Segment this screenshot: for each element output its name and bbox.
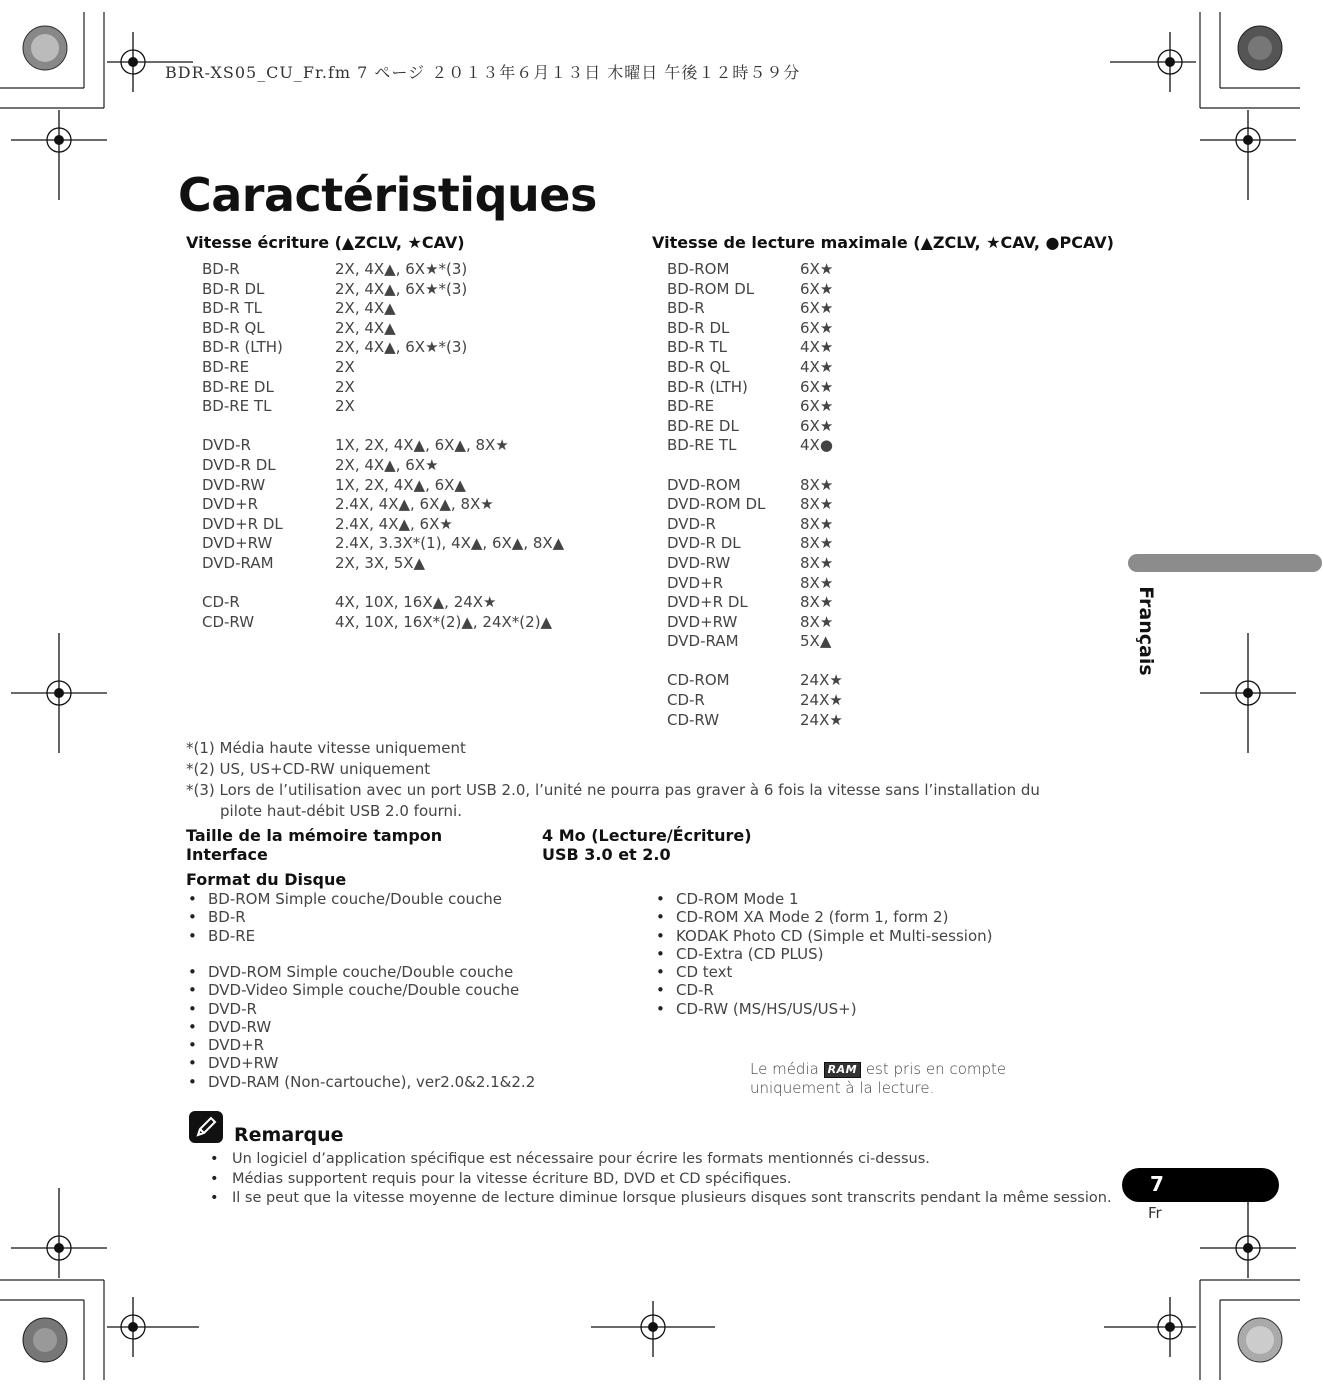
speed-values: 2X, 4X▲, 6X★*(3) bbox=[335, 279, 468, 298]
speed-values: 4X★ bbox=[800, 338, 834, 357]
footnote-3: *(3) Lors de l’utilisation avec un port USB 2.0, l’unité ne pourra pas graver à 6 fois la vitesse sans l’installation du bbox=[186, 781, 1040, 799]
media-name: CD-R bbox=[202, 593, 240, 612]
list-item: • DVD-R bbox=[188, 1000, 535, 1018]
speed-values: 24X★ bbox=[800, 691, 843, 710]
language-tab-bar bbox=[1128, 554, 1322, 572]
media-name: BD-R TL bbox=[202, 299, 262, 318]
media-name: CD-R bbox=[667, 691, 705, 710]
table-row bbox=[667, 417, 843, 437]
table-row bbox=[202, 456, 564, 476]
speed-values: 8X★ bbox=[800, 475, 834, 494]
group-spacer bbox=[667, 456, 843, 476]
table-row bbox=[202, 397, 564, 417]
table-row bbox=[202, 534, 564, 554]
list-item: • KODAK Photo CD (Simple et Multi-session) bbox=[656, 927, 993, 945]
table-row bbox=[202, 378, 564, 398]
table-row bbox=[202, 358, 564, 378]
media-name: DVD-RW bbox=[667, 553, 731, 572]
group-spacer bbox=[667, 652, 843, 672]
remark-list bbox=[210, 1150, 1112, 1209]
media-name: DVD+RW bbox=[202, 534, 273, 553]
table-row bbox=[667, 299, 843, 319]
media-name: BD-R bbox=[667, 299, 705, 318]
speed-values: 4X, 10X, 16X▲, 24X★ bbox=[335, 593, 497, 612]
media-name: BD-R QL bbox=[202, 318, 265, 337]
table-row bbox=[667, 632, 843, 652]
media-name: BD-R (LTH) bbox=[667, 377, 748, 396]
media-name: BD-ROM DL bbox=[667, 279, 755, 298]
page-number-badge bbox=[1122, 1168, 1279, 1202]
speed-values: 6X★ bbox=[800, 260, 834, 278]
table-row bbox=[667, 691, 843, 711]
media-name: DVD+RW bbox=[667, 612, 738, 631]
speed-values: 8X★ bbox=[800, 553, 834, 572]
list-item: • CD-ROM Mode 1 bbox=[656, 890, 993, 908]
speed-values: 2.4X, 3.3X*(1), 4X▲, 6X▲, 8X▲ bbox=[335, 534, 565, 553]
media-name: BD-R DL bbox=[202, 279, 265, 298]
interface-value: USB 3.0 et 2.0 bbox=[542, 845, 671, 864]
speed-values: 8X★ bbox=[800, 573, 834, 592]
media-name: BD-R DL bbox=[667, 318, 730, 337]
media-name: DVD-ROM bbox=[667, 475, 741, 494]
media-name: BD-RE DL bbox=[202, 377, 274, 396]
list-item: • CD-R bbox=[656, 981, 993, 999]
footnote-1: *(1) Média haute vitesse uniquement bbox=[186, 739, 466, 757]
language-tab-label: Français bbox=[1135, 586, 1157, 676]
table-row bbox=[667, 397, 843, 417]
speed-values: 2.4X, 4X▲, 6X★ bbox=[335, 514, 453, 533]
media-name: BD-ROM bbox=[667, 260, 730, 278]
speed-values: 5X▲ bbox=[800, 632, 832, 651]
table-row bbox=[667, 554, 843, 574]
media-name: BD-RE bbox=[202, 357, 250, 376]
media-name: CD-ROM bbox=[667, 671, 730, 690]
media-name: BD-R QL bbox=[667, 357, 730, 376]
media-name: DVD-ROM DL bbox=[667, 495, 766, 514]
footnote-3-cont: pilote haut-débit USB 2.0 fourni. bbox=[220, 802, 462, 820]
speed-values: 6X★ bbox=[800, 397, 834, 416]
remark-item: • Il se peut que la vitesse moyenne de lecture diminue lorsque plusieurs disques sont transcrits pendant la même session. bbox=[210, 1189, 1112, 1209]
table-row bbox=[667, 671, 843, 691]
speed-values: 8X★ bbox=[800, 495, 834, 514]
group-spacer bbox=[202, 417, 564, 437]
table-row bbox=[667, 613, 843, 633]
ram-note bbox=[750, 1060, 1006, 1098]
speed-values: 24X★ bbox=[800, 671, 843, 690]
table-row bbox=[667, 260, 843, 280]
media-name: BD-R TL bbox=[667, 338, 727, 357]
table-row bbox=[667, 534, 843, 554]
table-row bbox=[667, 515, 843, 535]
list-item: • DVD-RAM (Non-cartouche), ver2.0&2.1&2.2 bbox=[188, 1073, 535, 1091]
speed-values: 2X, 3X, 5X▲ bbox=[335, 553, 426, 572]
table-row bbox=[667, 319, 843, 339]
table-row bbox=[202, 436, 564, 456]
speed-values: 2X, 4X▲, 6X★ bbox=[335, 455, 439, 474]
media-name: BD-RE TL bbox=[667, 436, 737, 455]
list-item: • BD-RE bbox=[188, 927, 502, 945]
speed-values: 6X★ bbox=[800, 279, 834, 298]
footnotes bbox=[186, 738, 1086, 822]
table-row bbox=[202, 554, 564, 574]
speed-values: 1X, 2X, 4X▲, 6X▲, 8X★ bbox=[335, 436, 509, 455]
ram-note-line2: uniquement à la lecture. bbox=[750, 1079, 935, 1097]
speed-values: 8X★ bbox=[800, 612, 834, 631]
speed-values: 8X★ bbox=[800, 514, 834, 533]
interface-label: Interface bbox=[186, 845, 268, 864]
table-row bbox=[667, 495, 843, 515]
speed-values: 2X, 4X▲, 6X★*(3) bbox=[335, 260, 468, 278]
speed-values: 6X★ bbox=[800, 318, 834, 337]
disc-format-title: Format du Disque bbox=[186, 870, 347, 889]
media-name: CD-RW bbox=[667, 710, 720, 729]
list-item: • CD-Extra (CD PLUS) bbox=[656, 945, 993, 963]
dvd-ram-logo: RAM bbox=[824, 1062, 861, 1078]
table-row bbox=[202, 319, 564, 339]
table-row bbox=[667, 358, 843, 378]
speed-values: 2.4X, 4X▲, 6X▲, 8X★ bbox=[335, 495, 494, 514]
speed-values: 2X bbox=[335, 357, 355, 376]
table-row bbox=[202, 338, 564, 358]
buffer-value: 4 Mo (Lecture/Écriture) bbox=[542, 826, 752, 845]
file-info-header: BDR-XS05_CU_Fr.fm 7 ページ ２０１３年６月１３日 木曜日 午後１２時５９分 bbox=[165, 63, 801, 82]
speed-values: 6X★ bbox=[800, 299, 834, 318]
media-name: DVD+R bbox=[667, 573, 724, 592]
list-item: • DVD-ROM Simple couche/Double couche bbox=[188, 963, 535, 981]
list-item: • DVD+RW bbox=[188, 1054, 535, 1072]
speed-values: 2X, 4X▲ bbox=[335, 318, 396, 337]
media-name: BD-R bbox=[202, 260, 240, 278]
list-item: • BD-R bbox=[188, 908, 502, 926]
speed-values: 1X, 2X, 4X▲, 6X▲ bbox=[335, 475, 466, 494]
speed-values: 2X, 4X▲, 6X★*(3) bbox=[335, 338, 468, 357]
media-name: BD-RE bbox=[667, 397, 715, 416]
speed-values: 8X★ bbox=[800, 593, 834, 612]
table-row bbox=[202, 593, 564, 613]
list-item: • CD-ROM XA Mode 2 (form 1, form 2) bbox=[656, 908, 993, 926]
table-row bbox=[667, 280, 843, 300]
media-name: DVD-R bbox=[667, 514, 716, 533]
table-row bbox=[667, 574, 843, 594]
speed-values: 6X★ bbox=[800, 377, 834, 396]
media-name: DVD+R DL bbox=[667, 593, 748, 612]
list-item: • DVD-RW bbox=[188, 1018, 535, 1036]
remark-title: Remarque bbox=[234, 1124, 344, 1146]
media-name: CD-RW bbox=[202, 612, 255, 631]
write-speed-title: Vitesse écriture (▲ZCLV, ★CAV) bbox=[186, 233, 465, 252]
speed-values: 4X★ bbox=[800, 357, 834, 376]
disc-format-dvd-list bbox=[188, 963, 535, 1091]
group-spacer bbox=[202, 574, 564, 594]
media-name: BD-RE DL bbox=[667, 416, 739, 435]
media-name: DVD-RAM bbox=[202, 553, 274, 572]
speed-values: 2X bbox=[335, 377, 355, 396]
speed-values: 4X, 10X, 16X*(2)▲, 24X*(2)▲ bbox=[335, 612, 553, 631]
table-row bbox=[202, 515, 564, 535]
media-name: DVD-R DL bbox=[667, 534, 741, 553]
page-language: Fr bbox=[1148, 1204, 1162, 1222]
buffer-label: Taille de la mémoire tampon bbox=[186, 826, 443, 845]
speed-values: 6X★ bbox=[800, 416, 834, 435]
table-row bbox=[667, 476, 843, 496]
pencil-note-icon bbox=[188, 1110, 224, 1149]
table-row bbox=[667, 378, 843, 398]
media-name: DVD-R bbox=[202, 436, 251, 455]
table-row bbox=[202, 613, 564, 633]
speed-values: 8X★ bbox=[800, 534, 834, 553]
speed-values: 4X● bbox=[800, 436, 833, 455]
write-speed-table bbox=[202, 260, 564, 632]
list-item: • DVD-Video Simple couche/Double couche bbox=[188, 981, 535, 999]
page-number: 7 bbox=[1150, 1172, 1164, 1196]
footnote-2: *(2) US, US+CD-RW uniquement bbox=[186, 760, 431, 778]
table-row bbox=[202, 476, 564, 496]
table-row bbox=[667, 436, 843, 456]
table-row bbox=[667, 593, 843, 613]
table-row bbox=[202, 260, 564, 280]
table-row bbox=[202, 280, 564, 300]
read-speed-title: Vitesse de lecture maximale (▲ZCLV, ★CAV, ●PCAV) bbox=[652, 233, 1114, 252]
media-name: BD-RE TL bbox=[202, 397, 272, 416]
list-item: • CD-RW (MS/HS/US/US+) bbox=[656, 1000, 993, 1018]
table-row bbox=[202, 495, 564, 515]
read-speed-table bbox=[667, 260, 843, 730]
list-item: • DVD+R bbox=[188, 1036, 535, 1054]
media-name: DVD+R DL bbox=[202, 514, 283, 533]
remark-item: • Un logiciel d’application spécifique est nécessaire pour écrire les formats mentionnés ci-dessus. bbox=[210, 1150, 1112, 1170]
speed-values: 2X, 4X▲ bbox=[335, 299, 396, 318]
table-row bbox=[667, 711, 843, 731]
media-name: DVD-R DL bbox=[202, 455, 276, 474]
media-name: DVD-RAM bbox=[667, 632, 739, 651]
ram-note-before: Le média bbox=[750, 1060, 819, 1078]
table-row bbox=[667, 338, 843, 358]
media-name: BD-R (LTH) bbox=[202, 338, 283, 357]
ram-note-after: est pris en compte bbox=[865, 1060, 1007, 1078]
table-row bbox=[202, 299, 564, 319]
list-item: • CD text bbox=[656, 963, 993, 981]
media-name: DVD-RW bbox=[202, 475, 266, 494]
media-name: DVD+R bbox=[202, 495, 259, 514]
remark-item: • Médias supportent requis pour la vitesse écriture BD, DVD et CD spécifiques. bbox=[210, 1170, 1112, 1190]
list-item: • BD-ROM Simple couche/Double couche bbox=[188, 890, 502, 908]
disc-format-bd-list bbox=[188, 890, 502, 945]
disc-format-cd-list bbox=[656, 890, 993, 1018]
speed-values: 24X★ bbox=[800, 710, 843, 729]
page-title: Caractéristiques bbox=[178, 168, 597, 222]
speed-values: 2X bbox=[335, 397, 355, 416]
